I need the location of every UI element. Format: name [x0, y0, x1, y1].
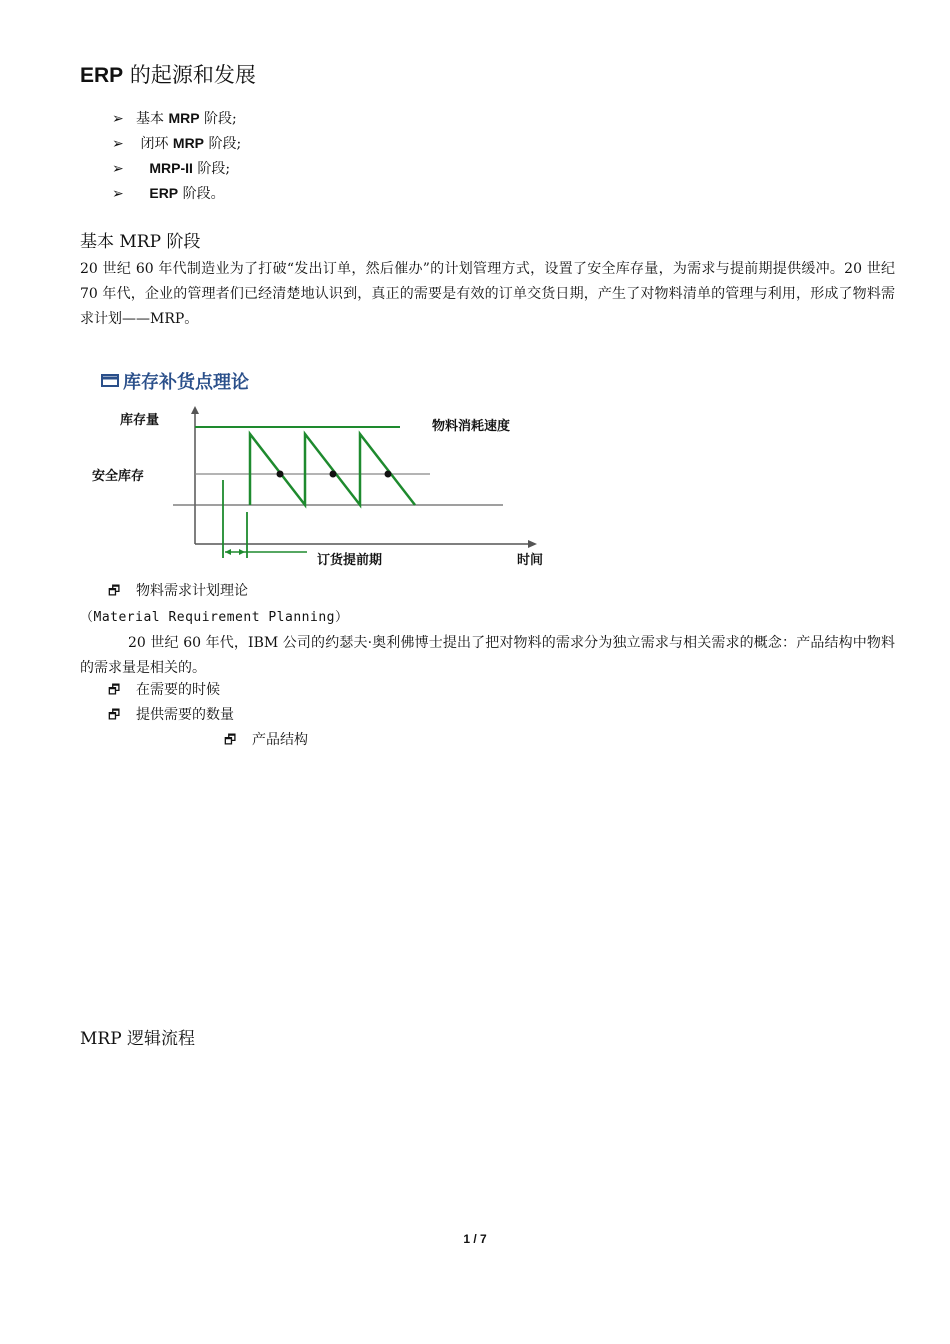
reorder-point [385, 471, 392, 478]
page-number: 1 / 7 [463, 1232, 487, 1246]
mrp-theory-english: （Material Requirement Planning） [80, 610, 349, 625]
label-lead-time: 订货提前期 [317, 553, 383, 568]
arrow-bullet-icon: ➢ [112, 111, 124, 127]
window-icon: 🗗 [224, 733, 237, 748]
mrp-point: 🗗 提供需要的数量 [108, 704, 234, 727]
section-heading-basic-mrp: 基本 MRP 阶段 [80, 232, 201, 252]
mrp-point: 🗗 在需要的时候 [108, 679, 220, 702]
section-body-basic-mrp: 20 世纪 60 年代制造业为了打破“发出订单，然后催办”的计划管理方式，设置了安全库存量，为需求与提前期提供缓冲。20 世纪 70 年代，企业的管理者们已经清楚地认识到，真正的需要是有效的订单交货日期，产生了对物料清单的管理与利用，形成了物料需求计划——MRP。 [80, 261, 895, 327]
label-consumption-rate: 物料消耗速度 [432, 419, 511, 434]
y-axis-arrow [191, 406, 199, 414]
stage-item: ➢ MRP-II 阶段; [112, 160, 231, 177]
stage-item: ➢ 闭环 MRP 阶段; [112, 135, 242, 152]
mrp-theory-heading: 🗗 物料需求计划理论 [108, 580, 248, 603]
page-title: ERP 的起源和发展 [80, 63, 256, 87]
reorder-point-figure [85, 362, 565, 572]
stage-item: ➢ 基本 MRP 阶段; [112, 110, 237, 127]
arrow-bullet-icon: ➢ [112, 186, 124, 202]
window-icon: 🗗 [108, 708, 121, 723]
label-stock: 库存量 [120, 413, 160, 428]
lead-time-arrow-right [239, 549, 245, 555]
section-heading-mrp-logic: MRP 逻辑流程 [80, 1029, 196, 1049]
window-icon: 🗗 [108, 584, 121, 599]
product-structure-label: 🗗 产品结构 [224, 729, 308, 752]
reorder-point [330, 471, 337, 478]
figure-title: 库存补货点理论 [123, 372, 249, 393]
stage-item: ➢ ERP 阶段。 [112, 185, 225, 202]
window-icon [102, 375, 118, 386]
x-axis-arrow [528, 540, 537, 548]
consumption-sawtooth [250, 434, 415, 505]
arrow-bullet-icon: ➢ [112, 136, 124, 152]
mrp-theory-body: 20 世纪 60 年代，IBM 公司的约瑟夫·奥利佛博士提出了把对物料的需求分为独立需求与相关需求的概念：产品结构中物料的需求量是相关的。 [80, 635, 895, 676]
label-safety-stock: 安全库存 [92, 469, 145, 484]
reorder-point [277, 471, 284, 478]
label-time: 时间 [517, 553, 544, 568]
arrow-bullet-icon: ➢ [112, 161, 124, 177]
window-icon: 🗗 [108, 683, 121, 698]
lead-time-arrow-left [225, 549, 231, 555]
